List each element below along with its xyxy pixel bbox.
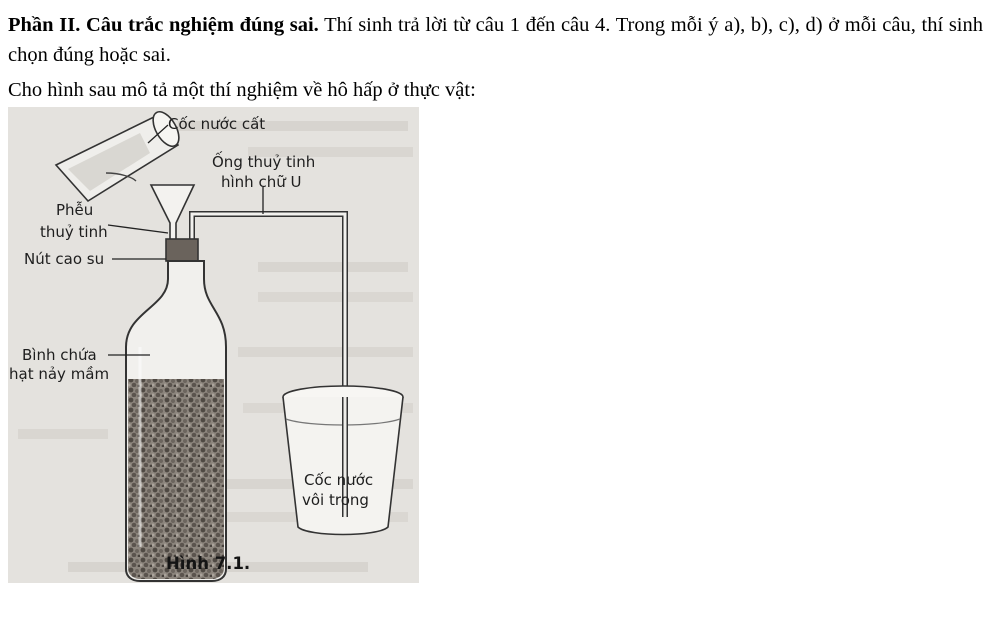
instruction-text: Thí sinh trả lời từ câu 1 đến câu 4. Trong mỗi ý a), b), c), d) ở mỗi câu, thí sinh chọn đúng hoặc sai. (8, 14, 984, 66)
label-funnel-line2: thuỷ tinh (40, 223, 108, 241)
limewater-cup (283, 386, 403, 535)
label-stopper: Nút cao su (24, 250, 105, 268)
figure-caption: Hình 7.1. (166, 554, 251, 573)
experiment-figure (8, 107, 419, 583)
label-u-tube-line2: hình chữ U (221, 173, 302, 191)
part-title: Phần II. Câu trắc nghiệm đúng sai. (8, 14, 319, 36)
label-flask-line2: hạt nảy mầm (9, 365, 110, 383)
label-lime-line2: vôi trong (302, 491, 369, 509)
label-u-tube-line1: Ống thuỷ tinh (212, 153, 316, 171)
experiment-illustration (8, 107, 419, 583)
question-intro: Cho hình sau mô tả một thí nghiệm về hô hấp ở thực vật: (8, 79, 476, 101)
label-lime-line1: Cốc nước (304, 471, 374, 489)
label-flask-line1: Bình chứa (22, 346, 97, 364)
question-instruction (8, 10, 983, 70)
label-funnel-line1: Phễu (56, 201, 94, 219)
seed-bottle (126, 239, 226, 581)
label-distilled-cup: Cốc nước cất (168, 115, 266, 133)
